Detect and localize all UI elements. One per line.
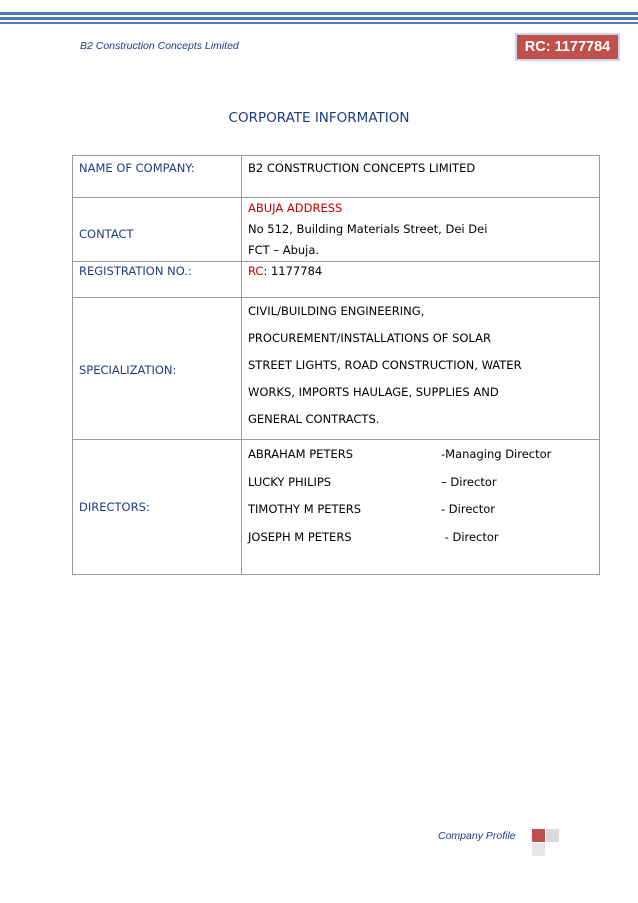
director-name: LUCKY PHILIPS [248, 474, 332, 489]
company-value: B2 CONSTRUCTION CONCEPTS LIMITED [242, 156, 600, 198]
registration-label: REGISTRATION NO.: [73, 262, 242, 298]
table-row-specialization [73, 298, 600, 440]
director-role: - Director [441, 502, 496, 516]
specialization-line: WORKS, IMPORTS HAULAGE, SUPPLIES AND [248, 385, 499, 399]
page-title: CORPORATE INFORMATION [228, 110, 410, 126]
director-role: - Director [441, 529, 499, 544]
table-row-registration [73, 262, 600, 298]
specialization-line: PROCUREMENT/INSTALLATIONS OF SOLAR [248, 331, 491, 345]
directors-value [242, 440, 600, 575]
company-label: NAME OF COMPANY: [73, 156, 242, 198]
contact-address-line-2: FCT – Abuja. [248, 243, 320, 257]
header-rule-middle [0, 17, 638, 20]
specialization-line: GENERAL CONTRACTS. [248, 412, 380, 426]
specialization-label: SPECIALIZATION: [73, 298, 242, 440]
rc-badge: RC: 1177784 [515, 33, 620, 61]
director-row [248, 469, 599, 497]
contact-value [242, 198, 600, 262]
specialization-value [242, 298, 600, 440]
director-row [248, 496, 599, 524]
header-rule-bottom [0, 22, 638, 24]
contact-label: CONTACT [73, 198, 242, 262]
specialization-line: STREET LIGHTS, ROAD CONSTRUCTION, WATER [248, 358, 522, 372]
registration-value [242, 262, 600, 298]
table-row-contact [73, 198, 600, 262]
footer-company-profile: Company Profile [438, 830, 516, 842]
director-row [248, 524, 599, 552]
director-role: -Managing Director [441, 447, 552, 461]
table-row-directors [73, 440, 600, 575]
director-role: – Director [441, 474, 497, 489]
specialization-line: CIVIL/BUILDING ENGINEERING, [248, 304, 425, 318]
footer-decor-square-light [532, 843, 545, 856]
director-name: ABRAHAM PETERS [248, 447, 354, 461]
directors-label: DIRECTORS: [73, 440, 242, 575]
director-name: TIMOTHY M PETERS [248, 502, 362, 516]
corporate-info-table [72, 155, 600, 575]
footer-decor-square-red [532, 829, 545, 842]
contact-address-line-1: No 512, Building Materials Street, Dei Dei [248, 222, 488, 236]
contact-address-heading: ABUJA ADDRESS [248, 201, 343, 215]
table-row-company [73, 156, 600, 198]
header-company-name: B2 Construction Concepts Limited [80, 40, 239, 52]
registration-number: : 1177784 [263, 264, 323, 278]
director-name: JOSEPH M PETERS [248, 529, 352, 544]
header-rule-top [0, 12, 638, 15]
registration-prefix: RC [248, 264, 264, 278]
footer-decor-square-grey [546, 829, 559, 842]
director-row [248, 441, 599, 469]
